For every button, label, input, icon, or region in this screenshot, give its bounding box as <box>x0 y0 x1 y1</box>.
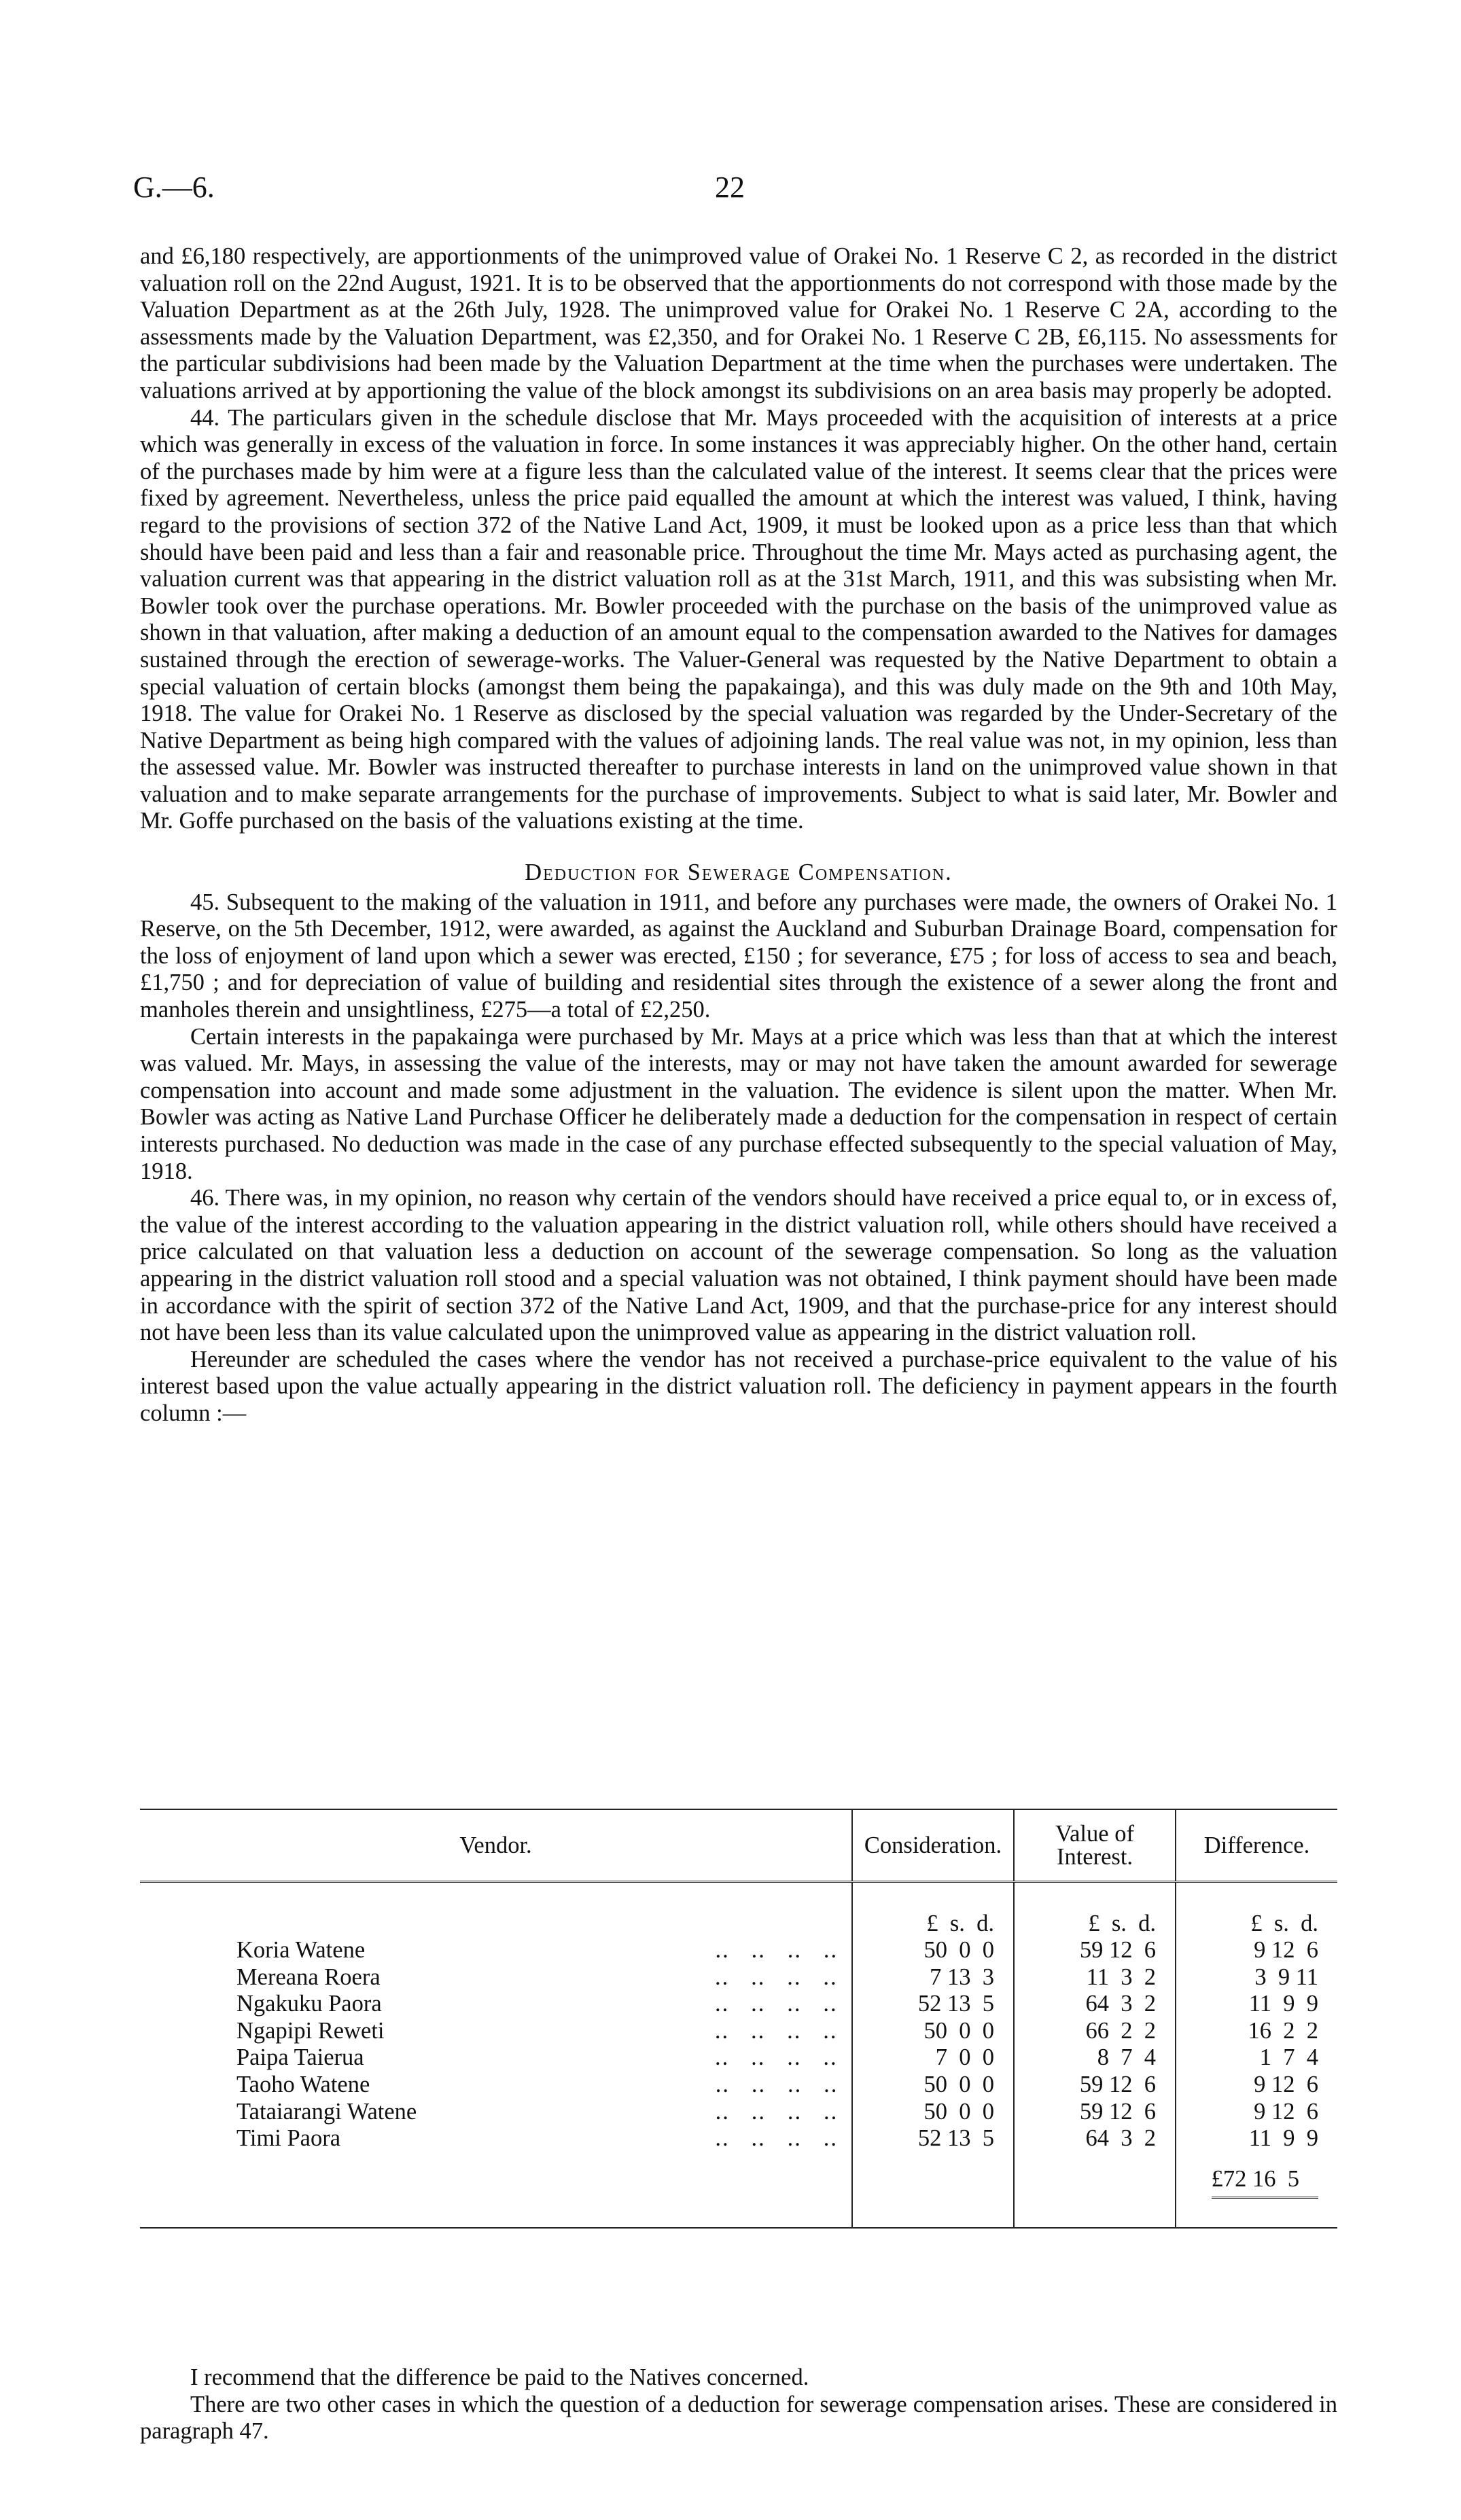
header-value-of-interest <box>1014 1809 1176 1882</box>
vendor-cell <box>140 2072 852 2099</box>
difference-cell: 3 9 11 <box>1176 1964 1337 1991</box>
leader-dots: .. .. .. .. <box>700 2017 838 2044</box>
section-heading: Deduction for Sewerage Compensation. <box>525 859 953 886</box>
body-text <box>140 243 1337 1427</box>
vendor-cell <box>140 1991 852 2018</box>
consideration-cell: 52 13 5 <box>852 1991 1014 2018</box>
table-row <box>140 1964 1337 1991</box>
other-cases-note: There are two other cases in which the question of a deduction for sewerage compensation arises. These are considered in paragraph 47. <box>140 2391 1337 2445</box>
table-row <box>140 2125 1337 2152</box>
header-value-line2: Interest. <box>1056 1844 1133 1870</box>
paragraph-44: 44. The particulars given in the schedule disclose that Mr. Mays proceeded with the acquisition of interests at a price which was generally in excess of the valuation in force. In some instances it was appreciably higher. On the other hand, certain of the purchases made by him were at a figure less than the calculated value of the interest. It seems clear that the prices were fixed by agreement. Nevertheless, unless the price paid equalled the amount at which the interest was valued, I think, having regard to the provisions of section 372 of the Native Land Act, 1909, it must be looked upon as a price less than that which should have been paid and less than a fair and reasonable price. Throughout the time Mr. Mays acted as purchasing agent, the valuation current was that appearing in the district valuation roll as at the 31st March, 1911, and this was subsisting when Mr. Bowler took over the purchase operations. Mr. Bowler proceeded with the purchase on the basis of the unimproved value as shown in that valuation, after making a deduction of an amount equal to the compensation awarded to the Natives for damages sustained through the erection of sewerage-works. The Valuer-General was requested by the Native Department to obtain a special valuation of certain blocks (amongst them being the papakainga), and this was duly made on the 9th and 10th May, 1918. The value for Orakei No. 1 Reserve as disclosed by the special valuation was regarded by the Under-Secretary of the Native Department as being high compared with the values of adjoining lands. The real value was not, in my opinion, less than the assessed value. Mr. Bowler was instructed thereafter to purchase interests in land on the unimproved value shown in that valuation and to make separate arrangements for the purchase of improvements. Subject to what is said later, Mr. Bowler and Mr. Goffe purchased on the basis of the valuations existing at the time. <box>140 404 1337 834</box>
table-row <box>140 2044 1337 2072</box>
recommendation: I recommend that the difference be paid to the Natives concerned. <box>190 2364 809 2390</box>
table-row <box>140 1991 1337 2018</box>
deficiency-table <box>140 1809 1337 2229</box>
difference-cell: 11 9 9 <box>1176 1991 1337 2018</box>
vendor-cell <box>140 1937 852 1964</box>
leader-dots: .. .. .. .. <box>701 2098 839 2125</box>
value-cell: 59 12 6 <box>1014 2072 1176 2099</box>
paragraph-continued: and £6,180 respectively, are apportionments of the unimproved value of Orakei No. 1 Reserve C 2, as recorded in the district valuation roll on the 22nd August, 1921. It is to be observed that the apportionments do not correspond with those made by the Valuation Department as at the 26th July, 1928. The unimproved value for Orakei No. 1 Reserve C 2A, according to the assessments made by the Valuation Department, was £2,350, and for Orakei No. 1 Reserve C 2B, £6,115. No assessments for the particular subdivisions had been made by the Valuation Department at the time when the purchases were undertaken. The valuations arrived at by apportioning the value of the block amongst its subdivisions on an area basis may properly be adopted. <box>140 243 1337 404</box>
value-cell: 8 7 4 <box>1014 2044 1176 2072</box>
difference-cell: 9 12 6 <box>1176 1937 1337 1964</box>
paragraph-schedule-intro: Hereunder are scheduled the cases where the vendor has not received a purchase-price equivalent to the value of his interest based upon the value actually appearing in the district valuation roll. The deficiency in payment appears in the fourth column :— <box>140 1346 1337 1426</box>
vendor-name: Ngakuku Paora <box>236 1991 382 2017</box>
leader-dots: .. .. .. .. <box>700 1991 838 2017</box>
vendor-name: Tataiarangi Watene <box>236 2098 417 2125</box>
difference-cell: 16 2 2 <box>1176 2018 1337 2045</box>
vendor-cell <box>140 1964 852 1991</box>
vendor-cell <box>140 2099 852 2126</box>
value-cell: 59 12 6 <box>1014 2099 1176 2126</box>
difference-cell: 11 9 9 <box>1176 2125 1337 2152</box>
page-number: 22 <box>715 171 745 204</box>
difference-cell: 9 12 6 <box>1176 2099 1337 2126</box>
difference-cell: 9 12 6 <box>1176 2072 1337 2099</box>
vendor-name: Mereana Roera <box>236 1964 381 1990</box>
consideration-cell: 7 13 3 <box>852 1964 1014 1991</box>
header-consideration: Consideration. <box>852 1809 1014 1882</box>
vendor-cell <box>140 2018 852 2045</box>
value-cell: 64 3 2 <box>1014 2125 1176 2152</box>
difference-cell: 1 7 4 <box>1176 2044 1337 2072</box>
header-value-line1: Value of <box>1055 1821 1134 1847</box>
total-difference: £72 16 5 <box>1212 2166 1318 2199</box>
leader-dots: .. .. .. .. <box>701 2071 839 2097</box>
consideration-cell: 50 0 0 <box>852 1937 1014 1964</box>
consideration-cell: 50 0 0 <box>852 2018 1014 2045</box>
series-code: G.—6. <box>133 171 215 204</box>
paragraph-45: 45. Subsequent to the making of the valuation in 1911, and before any purchases were made, the owners of Orakei No. 1 Reserve, on the 5th December, 1912, were awarded, as against the Auckland and Suburban Drainage Board, compensation for the loss of enjoyment of land upon which a sewer was erected, £150 ; for severance, £75 ; for loss of access to sea and beach, £1,750 ; and for depreciation of value of building and residential sites through the existence of a sewer along the front and manholes therein and unsightliness, £275—a total of £2,250. <box>140 889 1337 1023</box>
leader-dots: .. .. .. .. <box>701 2125 839 2152</box>
header-vendor: Vendor. <box>459 1832 532 1858</box>
header-difference: Difference. <box>1176 1809 1337 1882</box>
units-difference: £ s. d. <box>1176 1882 1337 1938</box>
vendor-cell <box>140 2044 852 2072</box>
value-cell: 11 3 2 <box>1014 1964 1176 1991</box>
consideration-cell: 52 13 5 <box>852 2125 1014 2152</box>
table-row <box>140 2099 1337 2126</box>
paragraph-46: 46. There was, in my opinion, no reason why certain of the vendors should have received a price equal to, or in excess of, the value of the interest according to the valuation appearing in the district valuation roll, while others should have received a price calculated on that valuation less a deduction on account of the sewerage compensation. So long as the valuation appearing in the district valuation roll stood and a special valuation was not obtained, I think payment should have been made in accordance with the spirit of section 372 of the Native Land Act, 1909, and that the purchase-price for any interest should not have been less than its value calculated upon the unimproved value as appearing in the district valuation roll. <box>140 1185 1337 1346</box>
leader-dots: .. .. .. .. <box>700 1964 838 1990</box>
vendor-name: Ngapipi Reweti <box>236 2017 385 2044</box>
table-row <box>140 2018 1337 2045</box>
units-consideration: £ s. d. <box>852 1882 1014 1938</box>
units-value: £ s. d. <box>1014 1882 1176 1938</box>
vendor-name: Paipa Taierua <box>236 2044 364 2071</box>
value-cell: 64 3 2 <box>1014 1991 1176 2018</box>
table-row <box>140 1937 1337 1964</box>
total-cell <box>1176 2152 1337 2212</box>
leader-dots: .. .. .. .. <box>701 1937 839 1963</box>
leader-dots: .. .. .. .. <box>700 2044 838 2071</box>
vendor-name: Timi Paora <box>236 2125 341 2152</box>
value-cell: 66 2 2 <box>1014 2018 1176 2045</box>
consideration-cell: 7 0 0 <box>852 2044 1014 2072</box>
vendor-name: Koria Watene <box>236 1937 366 1963</box>
consideration-cell: 50 0 0 <box>852 2072 1014 2099</box>
table-row <box>140 2072 1337 2099</box>
vendor-cell <box>140 2125 852 2152</box>
closing-text <box>140 2364 1337 2445</box>
consideration-cell: 50 0 0 <box>852 2099 1014 2126</box>
vendor-name: Taoho Watene <box>236 2071 370 2097</box>
value-cell: 59 12 6 <box>1014 1937 1176 1964</box>
paragraph-papakainga: Certain interests in the papakainga were purchased by Mr. Mays at a price which was less than that at which the interest was valued. Mr. Mays, in assessing the value of the interests, may or may not have taken the amount awarded for sewerage compensation into account and made some adjustment in the valuation. The evidence is silent upon the matter. When Mr. Bowler was acting as Native Land Purchase Officer he deliberately made a deduction for the compensation in respect of certain interests purchased. No deduction was made in the case of any purchase effected subsequently to the special valuation of May, 1918. <box>140 1023 1337 1184</box>
